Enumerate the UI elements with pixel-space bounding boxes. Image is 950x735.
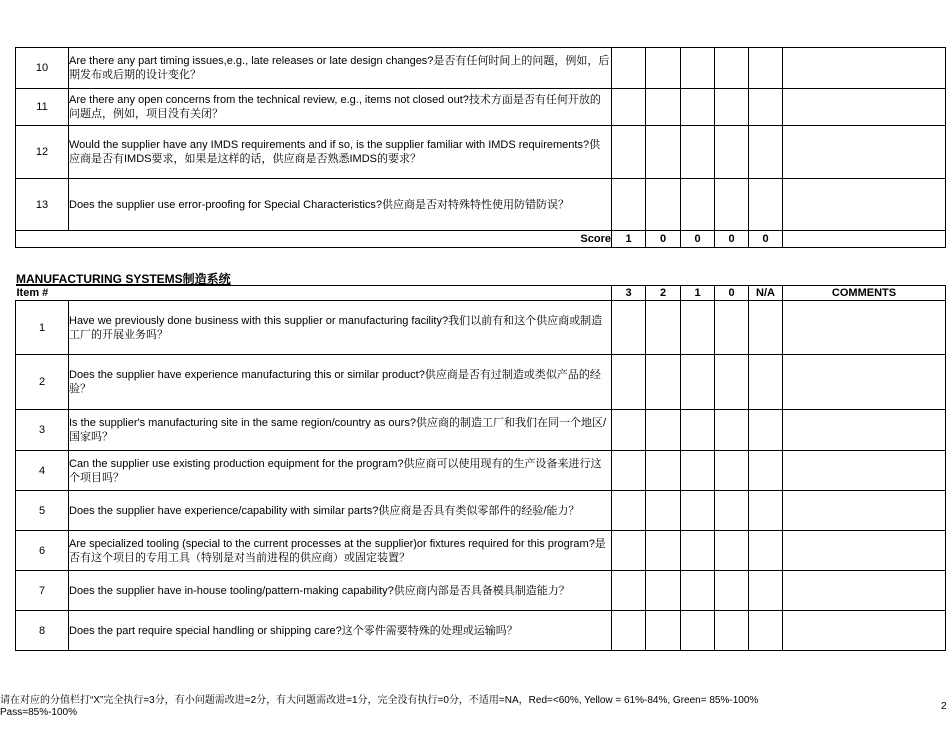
score-value-3: 1 (612, 231, 646, 248)
score-1-cell[interactable] (681, 410, 715, 451)
comments-cell[interactable] (783, 451, 946, 491)
question-text: Does the supplier have in-house tooling/pattern-making capability?供应商内部是否具备模具制造能力？ (69, 571, 612, 611)
footer-line-2: Pass=85%-100% (0, 707, 77, 718)
item-number: 1 (16, 301, 69, 355)
table-row (16, 355, 946, 410)
item-number: 4 (16, 451, 69, 491)
score-1-cell[interactable] (681, 126, 715, 179)
score-0-cell[interactable] (715, 89, 749, 126)
score-value-2: 0 (646, 231, 681, 248)
score-2-cell[interactable] (646, 355, 681, 410)
score-2-cell[interactable] (646, 126, 681, 179)
score-2-cell[interactable] (646, 451, 681, 491)
score-3-cell[interactable] (612, 571, 646, 611)
score-2-cell[interactable] (646, 611, 681, 651)
item-number: 8 (16, 611, 69, 651)
col-header-2: 2 (646, 286, 681, 301)
top-checklist-table (15, 47, 946, 248)
section-title: MANUFACTURING SYSTEMS制造系统 (16, 272, 231, 286)
score-3-cell[interactable] (612, 301, 646, 355)
score-label: Score (16, 231, 612, 248)
score-3-cell[interactable] (612, 48, 646, 89)
item-number: 11 (16, 89, 69, 126)
table-row (16, 179, 946, 231)
comments-cell[interactable] (783, 179, 946, 231)
score-1-cell[interactable] (681, 355, 715, 410)
item-number: 5 (16, 491, 69, 531)
score-1-cell[interactable] (681, 611, 715, 651)
comments-cell[interactable] (783, 355, 946, 410)
score-na-cell[interactable] (749, 179, 783, 231)
item-number: 10 (16, 48, 69, 89)
table-row (16, 48, 946, 89)
question-text: Are there any open concerns from the technical review, e.g., items not closed out?技术方面是否有任何开放的问题点，例如，项目没有关闭？ (69, 89, 612, 126)
comments-cell[interactable] (783, 531, 946, 571)
score-2-cell[interactable] (646, 491, 681, 531)
score-0-cell[interactable] (715, 410, 749, 451)
table-row (16, 89, 946, 126)
comments-cell[interactable] (783, 126, 946, 179)
item-number: 12 (16, 126, 69, 179)
score-na-cell[interactable] (749, 48, 783, 89)
comments-cell[interactable] (783, 571, 946, 611)
table-row (16, 491, 946, 531)
item-header: Item # (16, 286, 612, 301)
score-1-cell[interactable] (681, 48, 715, 89)
score-2-cell[interactable] (646, 48, 681, 89)
score-na-cell[interactable] (749, 451, 783, 491)
score-value-na: 0 (749, 231, 783, 248)
score-1-cell[interactable] (681, 531, 715, 571)
score-0-cell[interactable] (715, 491, 749, 531)
score-0-cell[interactable] (715, 301, 749, 355)
score-na-cell[interactable] (749, 491, 783, 531)
score-1-cell[interactable] (681, 491, 715, 531)
score-0-cell[interactable] (715, 571, 749, 611)
col-header-1: 1 (681, 286, 715, 301)
score-value-0: 0 (715, 231, 749, 248)
score-spacer (783, 231, 946, 248)
table-row (16, 611, 946, 651)
page-number: 2 (941, 701, 947, 712)
comments-cell[interactable] (783, 410, 946, 451)
comments-cell[interactable] (783, 89, 946, 126)
score-2-cell[interactable] (646, 301, 681, 355)
comments-cell[interactable] (783, 301, 946, 355)
col-header-3: 3 (612, 286, 646, 301)
score-na-cell[interactable] (749, 301, 783, 355)
col-header-0: 0 (715, 286, 749, 301)
table-row (16, 410, 946, 451)
comments-cell[interactable] (783, 491, 946, 531)
score-na-cell[interactable] (749, 89, 783, 126)
score-3-cell[interactable] (612, 179, 646, 231)
table-row (16, 571, 946, 611)
item-number: 13 (16, 179, 69, 231)
table-row (16, 531, 946, 571)
score-0-cell[interactable] (715, 611, 749, 651)
score-2-cell[interactable] (646, 89, 681, 126)
score-na-cell[interactable] (749, 571, 783, 611)
item-number: 3 (16, 410, 69, 451)
score-1-cell[interactable] (681, 89, 715, 126)
question-text: Can the supplier use existing production equipment for the program?供应商可以使用现有的生产设备来进行这个项目吗？ (69, 451, 612, 491)
footer-line-1: 请在对应的分值栏打“X”完全执行=3分，有小问题需改进=2分，有大问题需改进=1分，完全没有执行=0分，不适用=NA，Red=<60%, Yellow = 61%-84%, Green= 85%-100% (0, 695, 759, 706)
score-2-cell[interactable] (646, 179, 681, 231)
table-row (16, 451, 946, 491)
question-text: Does the supplier have experience manufacturing this or similar product?供应商是否有过制造或类似产品的经验？ (69, 355, 612, 410)
score-value-1: 0 (681, 231, 715, 248)
score-0-cell[interactable] (715, 179, 749, 231)
score-0-cell[interactable] (715, 531, 749, 571)
manufacturing-checklist-table (15, 285, 946, 651)
score-3-cell[interactable] (612, 611, 646, 651)
score-0-cell[interactable] (715, 451, 749, 491)
score-0-cell[interactable] (715, 48, 749, 89)
item-number: 2 (16, 355, 69, 410)
table-row (16, 126, 946, 179)
col-header-na: N/A (749, 286, 783, 301)
question-text: Does the supplier use error-proofing for Special Characteristics?供应商是否对特殊特性使用防错防误？ (69, 179, 612, 231)
score-na-cell[interactable] (749, 410, 783, 451)
score-2-cell[interactable] (646, 410, 681, 451)
score-0-cell[interactable] (715, 126, 749, 179)
question-text: Does the part require special handling or shipping care?这个零件需要特殊的处理或运输吗？ (69, 611, 612, 651)
score-3-cell[interactable] (612, 355, 646, 410)
item-number: 7 (16, 571, 69, 611)
question-text: Are specialized tooling (special to the current processes at the supplier)or fixtures required for this program?是否有这个项目的专用工具（特别是对当前进程的供应商）或固定装置？ (69, 531, 612, 571)
item-number: 6 (16, 531, 69, 571)
col-header-comments: COMMENTS (783, 286, 946, 301)
question-text: Does the supplier have experience/capability with similar parts?供应商是否具有类似零部件的经验/能力？ (69, 491, 612, 531)
score-na-cell[interactable] (749, 355, 783, 410)
score-1-cell[interactable] (681, 451, 715, 491)
score-3-cell[interactable] (612, 491, 646, 531)
score-2-cell[interactable] (646, 571, 681, 611)
question-text: Have we previously done business with this supplier or manufacturing facility?我们以前有和这个供应商或制造工厂的开展业务吗？ (69, 301, 612, 355)
score-3-cell[interactable] (612, 410, 646, 451)
score-na-cell[interactable] (749, 531, 783, 571)
score-3-cell[interactable] (612, 126, 646, 179)
header-row (16, 286, 946, 301)
question-text: Is the supplier's manufacturing site in the same region/country as ours?供应商的制造工厂和我们在同一个地区/国家吗？ (69, 410, 612, 451)
score-1-cell[interactable] (681, 571, 715, 611)
score-2-cell[interactable] (646, 531, 681, 571)
score-row (16, 231, 946, 248)
question-text: Would the supplier have any IMDS requirements and if so, is the supplier familiar with IMDS requirements?供应商是否有IMDS要求，如果是这样的话，供应商是否熟悉IMDS的要求？ (69, 126, 612, 179)
footer-legend (0, 695, 758, 719)
score-na-cell[interactable] (749, 126, 783, 179)
score-3-cell[interactable] (612, 89, 646, 126)
comments-cell[interactable] (783, 48, 946, 89)
score-1-cell[interactable] (681, 301, 715, 355)
score-1-cell[interactable] (681, 179, 715, 231)
table-row (16, 301, 946, 355)
question-text: Are there any part timing issues,e.g., late releases or late design changes?是否有任何时间上的问题，例如，后期发布或后期的设计变化？ (69, 48, 612, 89)
score-3-cell[interactable] (612, 451, 646, 491)
score-3-cell[interactable] (612, 531, 646, 571)
score-0-cell[interactable] (715, 355, 749, 410)
comments-cell[interactable] (783, 611, 946, 651)
score-na-cell[interactable] (749, 611, 783, 651)
